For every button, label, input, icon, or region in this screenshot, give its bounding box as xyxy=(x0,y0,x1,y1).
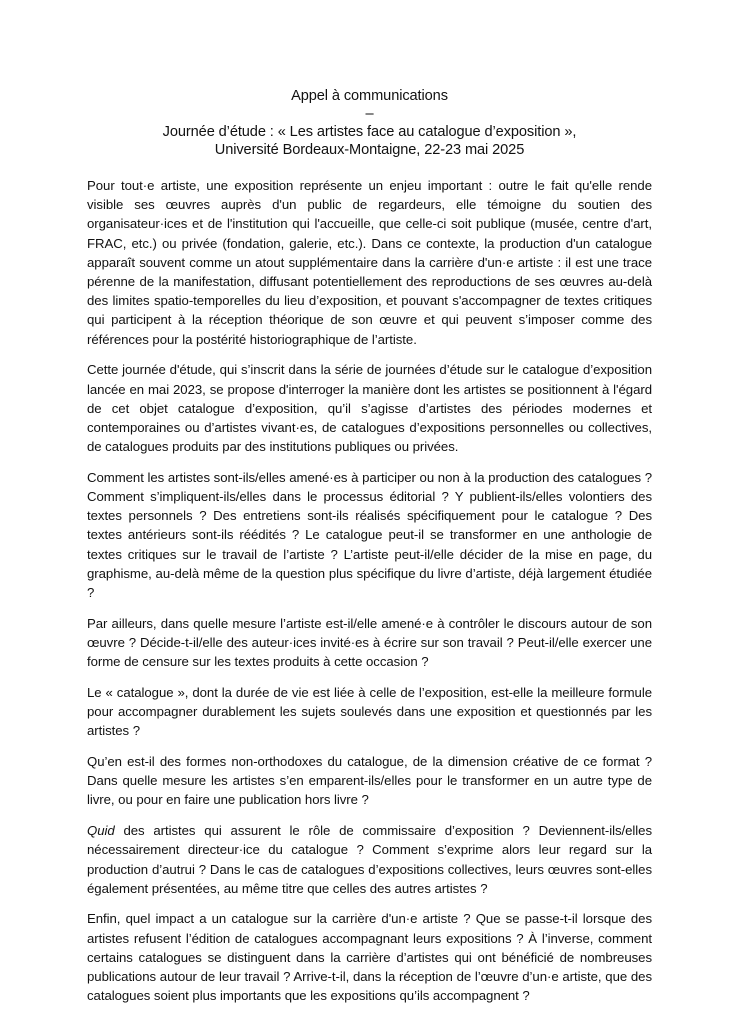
paragraph-questions-participation: Comment les artistes sont-ils/elles amené·es à participer ou non à la production des catalogues ? Comment s’impliquent-ils/elles dans le processus éditorial ? Y publient-ils/elles volontiers des textes personnels ? Des entretiens sont-ils réalisés spécifiquement pour le catalogue ? Des textes antérieurs sont-ils réédités ? Le catalogue peut-il se transformer en une anthologie de textes critiques sur le travail de l’artiste ? L’artiste peut-il/elle décider de la mise en page, du graphisme, au-delà même de la question plus spécifique du livre d’artiste, déjà largement étudiée ? xyxy=(87,469,652,601)
paragraph-discourse-control: Par ailleurs, dans quelle mesure l’artiste est-il/elle amené·e à contrôler le discours autour de son œuvre ? Décide-t-il/elle des auteur·ices invité·es à écrire sur son travail ? Peut-il/elle exercer une forme de censure sur les textes produits à cette occasion ? xyxy=(87,615,652,670)
header-dash: – xyxy=(365,106,374,122)
paragraph-study-day: Cette journée d'étude, qui s’inscrit dans la série de journées d’étude sur le catalogue d’exposition lancée en mai 2023, se propose d'interroger la manière dont les artistes se positionnent à l'égard de cet objet catalogue d’exposition, qu’il s’agisse d’artistes des périodes modernes et contemporaines ou d’artistes vivant·es, de catalogues d’expositions personnelles ou collectives, de catalogues produits par des institutions publiques ou privées. xyxy=(87,362,652,455)
header-venue-date: Université Bordeaux-Montaigne, 22-23 mai 2025 xyxy=(214,142,525,158)
document-body xyxy=(87,176,652,1017)
quid-italic: Quid xyxy=(87,823,115,839)
paragraph-non-orthodox-forms: Qu’en est-il des formes non-orthodoxes du catalogue, de la dimension créative de ce format ? Dans quelle mesure les artistes s’en emparent-ils/elles pour le transformer en un autre type de livre, ou pour en faire une publication hors livre ? xyxy=(87,753,652,808)
document-header xyxy=(0,87,739,159)
paragraph-career-impact: Enfin, quel impact a un catalogue sur la carrière d'un·e artiste ? Que se passe-t-il lorsque des artistes refusent l’édition de catalogues accompagnant leurs expositions ? À l’inverse, comment certains catalogues se distinguent dans la carrière d’artistes qui ont bénéficié de nombreuses publications autour de leur travail ? Arrive-t-il, dans la réception de l’œuvre d’un·e artiste, que des catalogues soient plus importants que les expositions qu’ils accompagnent ? xyxy=(87,911,652,1004)
paragraph-artist-curators xyxy=(87,821,652,898)
paragraph-intro: Pour tout·e artiste, une exposition représente un enjeu important : outre le fait qu'elle rende visible ses œuvres auprès d'un public de regardeurs, elle témoigne du soutien des organisateur·ices et de l'institution qui l'accueille, que celle-ci soit publique (musée, centre d'art, FRAC, etc.) ou privée (fondation, galerie, etc.). Dans ce contexte, la production d'un catalogue apparaît souvent comme un atout supplémentaire dans la carrière d'un·e artiste : il est une trace pérenne de la manifestation, diffusant potentiellement des reproductions de ses œuvres au-delà des limites spatio-temporelles du lieu d’exposition, et pouvant s'accompagner de textes critiques qui participent à la réception théorique de son œuvre et qui peuvent s’imposer comme des références pour la postérité historiographique de l’artiste. xyxy=(87,178,652,347)
paragraph-catalogue-format: Le « catalogue », dont la durée de vie est liée à celle de l’exposition, est-elle la meilleure formule pour accompagner durablement les sujets soulevés dans une exposition et questionnés par les artistes ? xyxy=(87,684,652,739)
header-event-title: Journée d’étude : « Les artistes face au catalogue d’exposition », xyxy=(162,124,577,140)
quid-rest: des artistes qui assurent le rôle de commissaire d’exposition ? Deviennent-ils/elles nécessairement directeur·ice du catalogue ? Comment s’exprime alors leur regard sur la production d’autrui ? Dans le cas de catalogues d’expositions collectives, leurs œuvres sont-elles également présentées, au même titre que celles des autres artistes ? xyxy=(87,823,652,896)
header-title: Appel à communications xyxy=(291,88,448,104)
